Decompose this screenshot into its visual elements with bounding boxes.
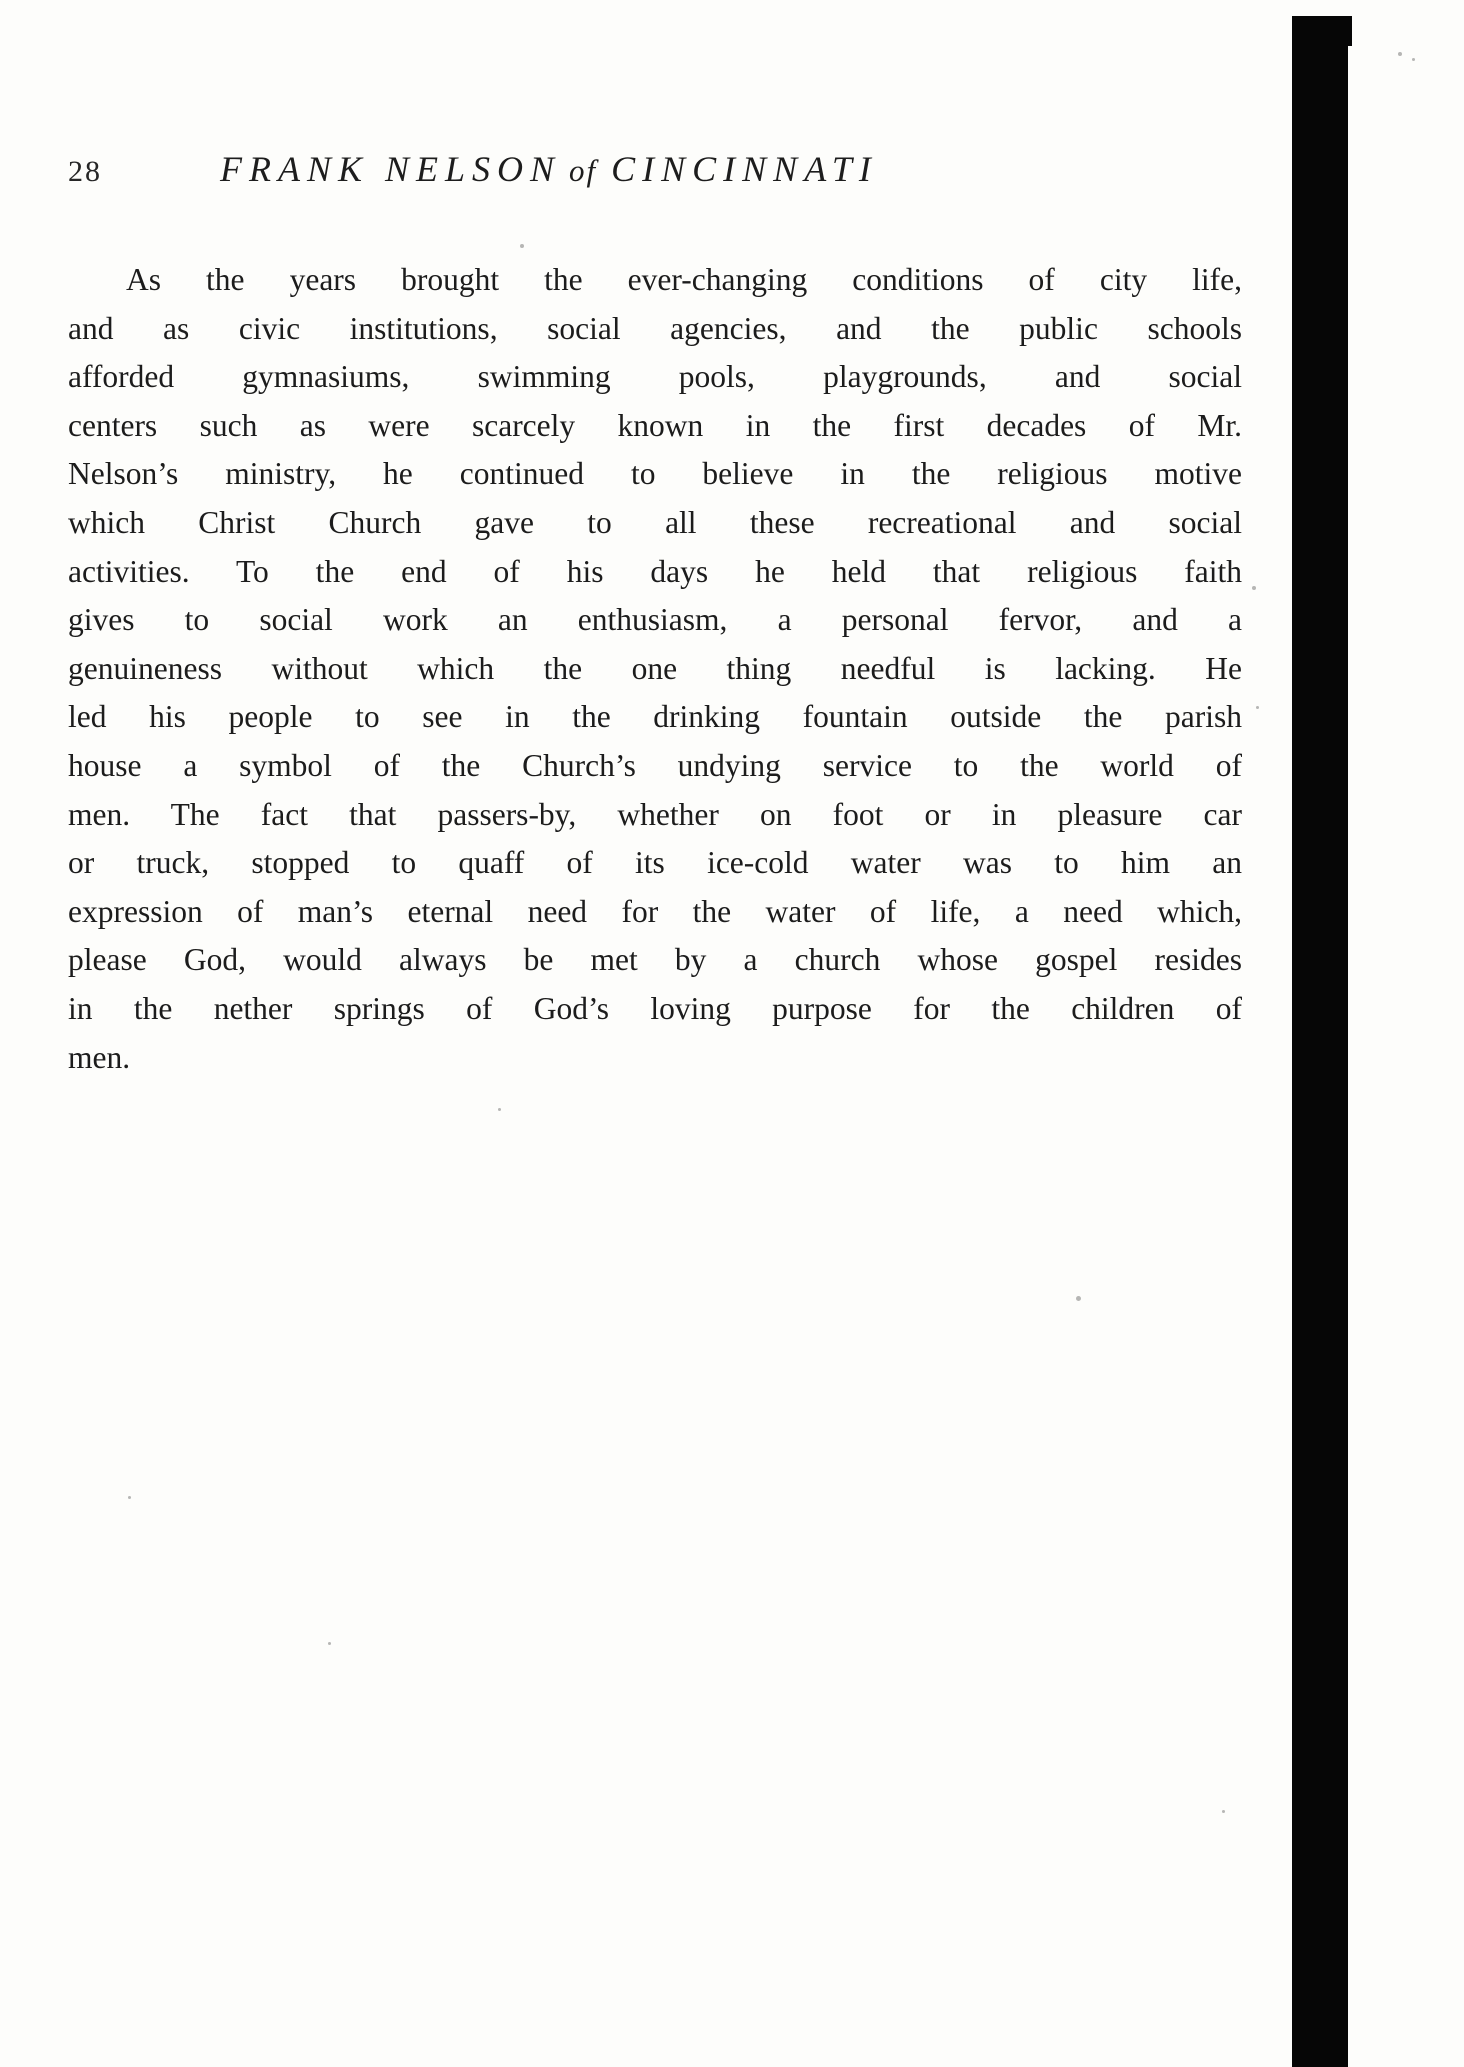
scan-speck — [1256, 706, 1259, 709]
scan-speck — [498, 1108, 501, 1111]
text-line: centers such as were scarcely known in the first decades of Mr. — [68, 407, 1242, 443]
text-line: afforded gymnasiums, swimming pools, playgrounds, and social — [68, 359, 1242, 395]
running-title — [220, 148, 878, 190]
page-number: 28 — [68, 155, 102, 188]
text-line: men. The fact that passers-by, whether on foot or in pleasure car — [68, 796, 1242, 832]
text-line: men. — [68, 1039, 131, 1075]
text-line: or truck, stopped to quaff of its ice-cold water was to him an — [68, 845, 1242, 881]
scan-artifact-notch — [1346, 16, 1352, 46]
scan-speck — [1398, 52, 1402, 56]
scan-speck — [328, 1642, 331, 1645]
running-title-connector: of — [569, 153, 598, 188]
text-line: activities. To the end of his days he held that religious faith — [68, 553, 1242, 589]
scan-speck — [1222, 1810, 1225, 1813]
text-line: led his people to see in the drinking fountain outside the parish — [68, 699, 1242, 735]
text-line: As the years brought the ever-changing conditions of city life, — [126, 262, 1242, 297]
text-line: which Christ Church gave to all these recreational and social — [68, 504, 1242, 540]
scan-speck — [520, 244, 524, 248]
running-title-part2: CINCINNATI — [611, 149, 878, 189]
text-line: expression of man’s eternal need for the water of life, a need which, — [68, 893, 1242, 929]
text-line: Nelson’s ministry, he continued to believe in the religious motive — [68, 456, 1242, 492]
body-text — [68, 256, 1242, 1082]
text-line: genuineness without which the one thing needful is lacking. He — [68, 650, 1242, 686]
running-title-part1: FRANK NELSON — [220, 149, 562, 189]
text-line: gives to social work an enthusiasm, a personal fervor, and a — [68, 602, 1242, 638]
scan-artifact-binding-bar — [1292, 16, 1348, 2067]
scan-speck — [1412, 58, 1415, 61]
scan-speck — [1252, 586, 1256, 590]
page-header — [68, 148, 1248, 190]
text-line: in the nether springs of God’s loving purpose for the children of — [68, 990, 1242, 1026]
scan-speck — [1076, 1296, 1081, 1301]
text-line: and as civic institutions, social agencies, and the public schools — [68, 310, 1242, 346]
text-line: house a symbol of the Church’s undying service to the world of — [68, 747, 1242, 783]
scan-speck — [128, 1496, 131, 1499]
text-line: please God, would always be met by a church whose gospel resides — [68, 942, 1242, 978]
